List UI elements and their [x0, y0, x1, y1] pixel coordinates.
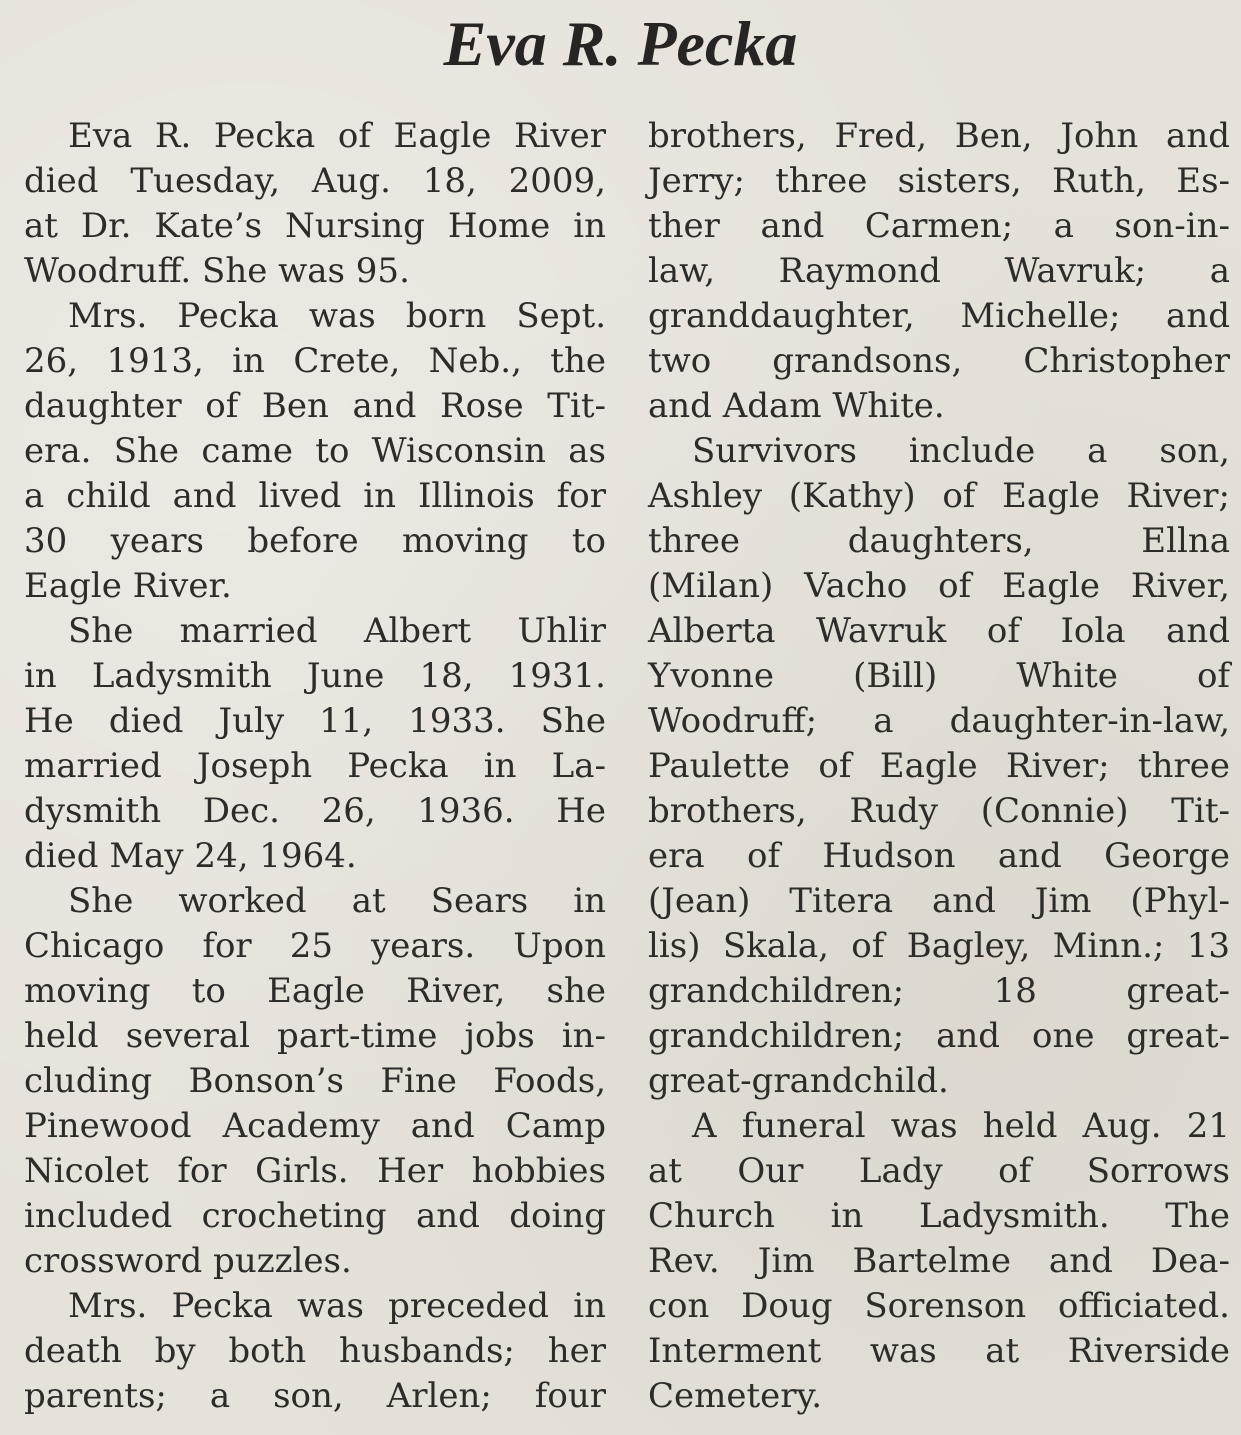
- text-line: Pinewood Academy and Camp: [24, 1106, 606, 1146]
- left-column: [24, 114, 606, 1419]
- text-line: Ashley (Kathy) of Eagle River;: [648, 476, 1230, 516]
- text-line: brothers, Fred, Ben, John and: [648, 116, 1230, 156]
- text-line: Woodruff. She was 95.: [24, 251, 410, 291]
- obituary-headline: Eva R. Pecka: [443, 8, 798, 79]
- text-line: Chicago for 25 years. Upon: [24, 926, 606, 966]
- paragraph: [648, 1104, 1230, 1419]
- text-line: She married Albert Uhlir: [68, 611, 606, 651]
- text-line: (Milan) Vacho of Eagle River,: [648, 566, 1230, 606]
- right-column: [648, 114, 1230, 1419]
- text-line: great-grandchild.: [648, 1061, 949, 1101]
- text-line: She worked at Sears in: [68, 881, 606, 921]
- text-line: 26, 1913, in Crete, Neb., the: [24, 341, 606, 381]
- text-line: lis) Skala, of Bagley, Minn.; 13: [648, 926, 1230, 966]
- text-line: Mrs. Pecka was preceded in: [68, 1286, 606, 1326]
- text-line: (Jean) Titera and Jim (Phyl-: [648, 881, 1230, 921]
- text-line: granddaughter, Michelle; and: [648, 296, 1230, 336]
- text-line: cluding Bonson’s Fine Foods,: [24, 1061, 606, 1101]
- text-line: three daughters, Ellna: [648, 521, 1230, 561]
- text-line: married Joseph Pecka in La-: [24, 746, 606, 786]
- text-line: A funeral was held Aug. 21: [692, 1106, 1230, 1146]
- text-line: Jerry; three sisters, Ruth, Es-: [648, 161, 1230, 201]
- text-line: in Ladysmith June 18, 1931.: [24, 656, 606, 696]
- text-line: and Adam White.: [648, 386, 945, 426]
- text-line: Rev. Jim Bartelme and Dea-: [648, 1241, 1230, 1281]
- text-line: crossword puzzles.: [24, 1241, 352, 1281]
- paragraph: [24, 879, 606, 1284]
- text-line: held several part-time jobs in-: [24, 1016, 606, 1056]
- text-line: Woodruff; a daughter-in-law,: [648, 701, 1230, 741]
- text-line: law, Raymond Wavruk; a: [648, 251, 1230, 291]
- paragraph: [24, 609, 606, 879]
- text-line: He died July 11, 1933. She: [24, 701, 606, 741]
- paragraph: [24, 294, 606, 609]
- text-line: brothers, Rudy (Connie) Tit-: [648, 791, 1230, 831]
- text-line: parents; a son, Arlen; four: [24, 1376, 606, 1416]
- text-line: grandchildren; and one great-: [648, 1016, 1230, 1056]
- text-line: Cemetery.: [648, 1376, 823, 1416]
- text-line: Eagle River.: [24, 566, 232, 606]
- text-line: daughter of Ben and Rose Tit-: [24, 386, 606, 426]
- text-line: died May 24, 1964.: [24, 836, 357, 876]
- text-line: Yvonne (Bill) White of: [648, 656, 1230, 696]
- text-line: at Our Lady of Sorrows: [648, 1151, 1230, 1191]
- text-line: era. She came to Wisconsin as: [24, 431, 606, 471]
- text-line: Mrs. Pecka was born Sept.: [68, 296, 606, 336]
- text-line: Nicolet for Girls. Her hobbies: [24, 1151, 606, 1191]
- paragraph: [648, 114, 1230, 429]
- text-line: included crocheting and doing: [24, 1196, 606, 1236]
- text-line: Church in Ladysmith. The: [648, 1196, 1230, 1236]
- text-line: a child and lived in Illinois for: [24, 476, 606, 516]
- text-line: died Tuesday, Aug. 18, 2009,: [24, 161, 606, 201]
- paragraph: [24, 1284, 606, 1419]
- paragraph: [648, 429, 1230, 1104]
- text-line: grandchildren; 18 great-: [648, 971, 1230, 1011]
- text-line: con Doug Sorenson officiated.: [648, 1286, 1230, 1326]
- text-line: 30 years before moving to: [24, 521, 606, 561]
- text-line: ther and Carmen; a son-in-: [648, 206, 1230, 246]
- text-line: Survivors include a son,: [692, 431, 1230, 471]
- text-line: at Dr. Kate’s Nursing Home in: [24, 206, 606, 246]
- text-line: Alberta Wavruk of Iola and: [648, 611, 1230, 651]
- text-line: era of Hudson and George: [648, 836, 1230, 876]
- text-line: dysmith Dec. 26, 1936. He: [24, 791, 606, 831]
- text-line: Paulette of Eagle River; three: [648, 746, 1230, 786]
- text-line: Interment was at Riverside: [648, 1331, 1230, 1371]
- text-line: Eva R. Pecka of Eagle River: [68, 116, 606, 156]
- text-line: death by both husbands; her: [24, 1331, 606, 1371]
- text-line: two grandsons, Christopher: [648, 341, 1230, 381]
- paragraph: [24, 114, 606, 294]
- text-line: moving to Eagle River, she: [24, 971, 606, 1011]
